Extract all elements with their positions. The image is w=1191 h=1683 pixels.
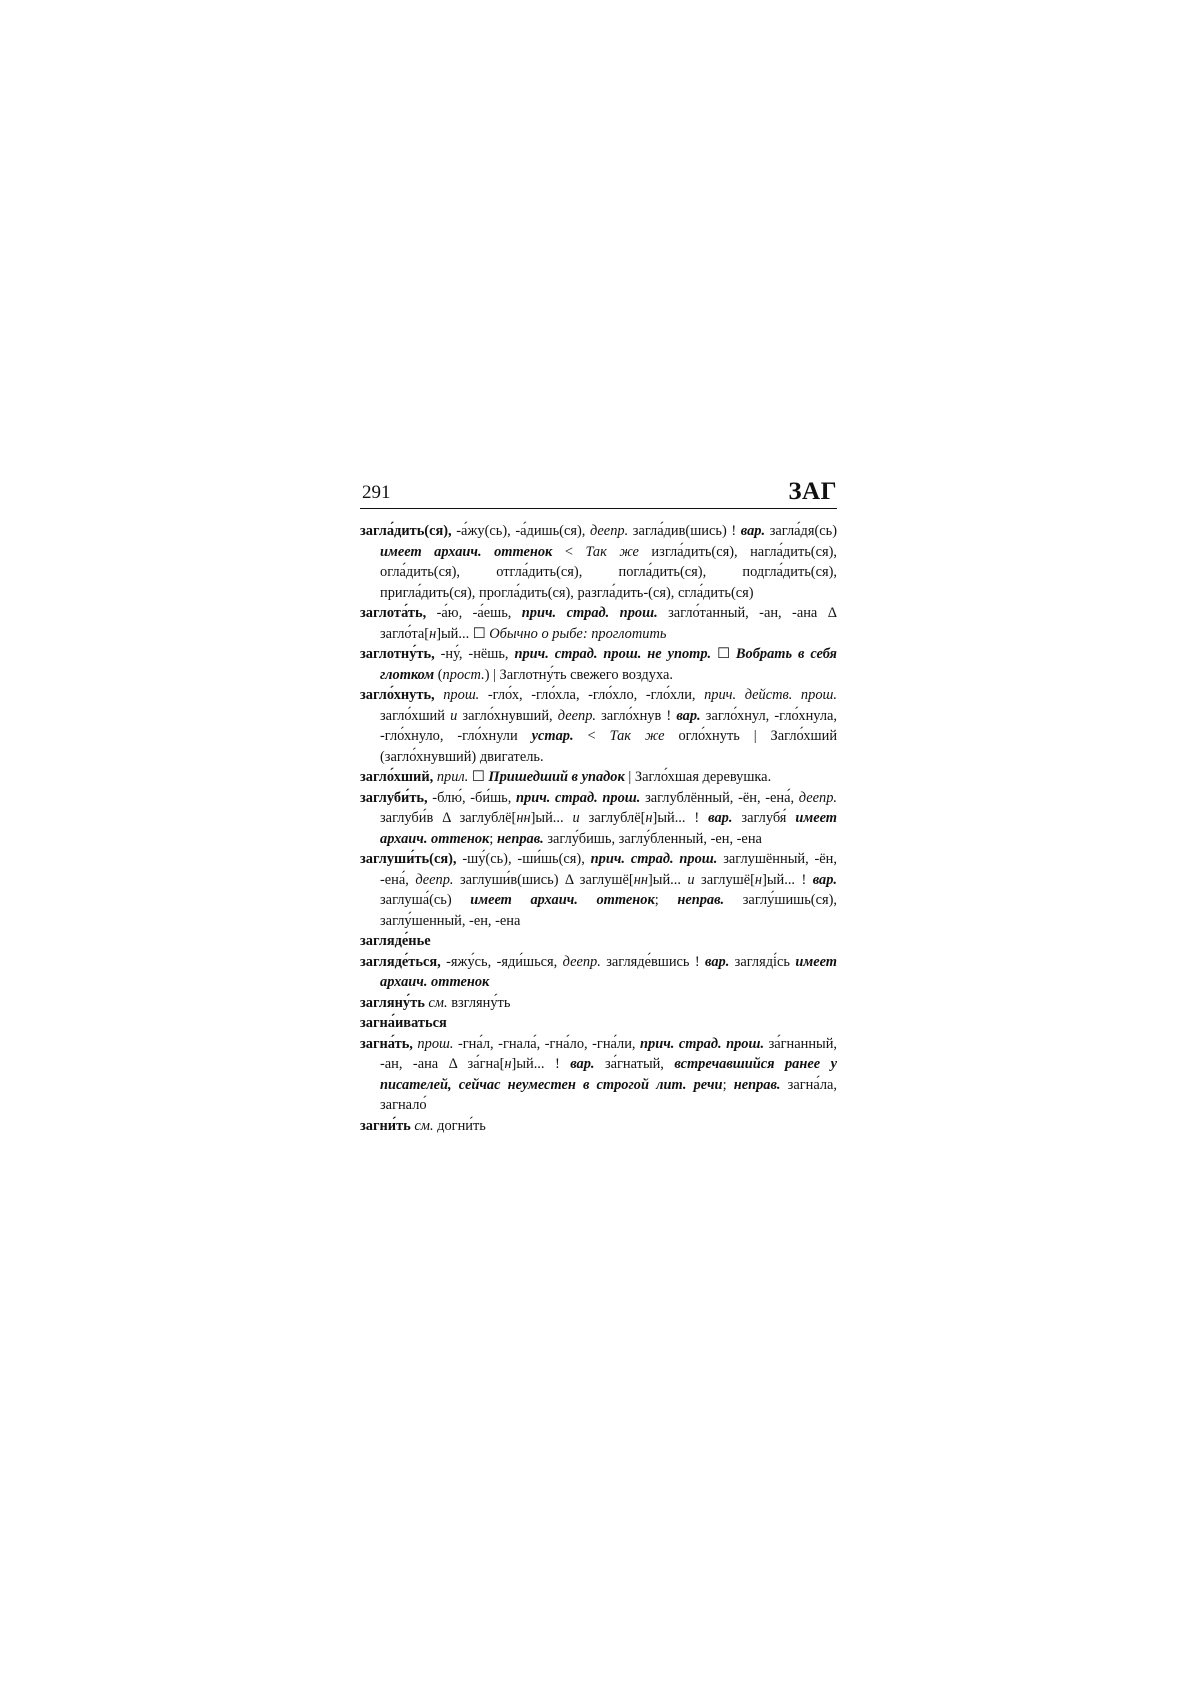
entry-text: -яжу́сь, -яди́шься,	[440, 953, 563, 970]
entry-text: ]ый...	[647, 871, 688, 888]
usage-note: встречавшийся ранее у писателей, сейчас неуместен в строгой лит. речи	[380, 1056, 837, 1093]
entry-text: ]ый...	[530, 810, 573, 826]
grammar-note: прост.	[442, 666, 485, 683]
grammar-note: Так же	[585, 543, 639, 560]
usage-note: Пришедший в упадок	[488, 769, 625, 785]
entry-text: (	[434, 666, 443, 683]
grammar-note: н	[429, 625, 437, 642]
usage-note: неправ.	[677, 892, 725, 908]
usage-note: вар.	[676, 707, 701, 724]
entry-text: загло́хший	[380, 707, 451, 724]
grammar-note: см.	[428, 994, 448, 1011]
entry-text: заглубя́	[732, 810, 796, 826]
usage-note: имеет архаич. оттенок	[470, 892, 655, 908]
entry-text: -а́жу(сь), -а́дишь(ся),	[451, 523, 590, 539]
usage-note: неправ.	[496, 830, 544, 847]
dictionary-entry	[360, 952, 837, 993]
grammar-note: деепр.	[589, 523, 629, 539]
usage-note: прич. страд. прош.	[590, 851, 718, 867]
headword: заглуби́ть,	[360, 789, 428, 806]
grammar-note: прич. действ. прош.	[704, 687, 837, 703]
headword: загна́ть,	[360, 1035, 413, 1052]
grammar-note: прош.	[417, 1035, 454, 1052]
entry-text: ;	[489, 830, 497, 847]
entry-text: догни́ть	[433, 1117, 486, 1134]
entry-text: заглу́бишь, заглу́бленный, -ен, -ена	[543, 830, 762, 847]
entry-text: -гло́х, -гло́хла, -гло́хло, -гло́хли,	[479, 687, 705, 703]
dictionary-entry	[360, 788, 837, 850]
headword: загляну́ть	[360, 994, 425, 1011]
grammar-note: см.	[414, 1117, 434, 1134]
entry-text: -ну́, -нёшь,	[434, 646, 515, 662]
usage-note: Вобрать в себя глотком	[380, 646, 837, 683]
entry-text: <	[552, 543, 586, 560]
entry-text: загляде́вшись !	[600, 953, 705, 970]
dictionary-entry	[360, 1034, 837, 1116]
usage-note: имеет архаич. оттенок	[380, 543, 553, 560]
usage-note: устар.	[531, 728, 574, 744]
grammar-note: Обычно о рыбе: проглотить	[489, 625, 667, 642]
usage-note: вар.	[570, 1056, 595, 1072]
headword: загна́иваться	[360, 1015, 447, 1031]
grammar-note: н	[754, 871, 763, 888]
headword: загло́хший,	[360, 769, 434, 785]
dictionary-entry	[360, 993, 837, 1014]
entry-text: ]ый... !	[511, 1056, 571, 1072]
entry-text: загла́див(шись) !	[628, 523, 741, 539]
usage-note: прич. страд. прош.	[640, 1035, 765, 1052]
grammar-note: нн	[633, 871, 648, 888]
dictionary-entry	[360, 521, 837, 603]
usage-note: прич. страд. прош. не употр.	[514, 646, 712, 662]
entry-text: -а́ю, -а́ешь,	[426, 605, 522, 621]
entry-text: ) | Заглотну́ть свежего воздуха.	[484, 666, 673, 683]
entry-text: заглуби́в Δ заглублё[	[380, 810, 517, 826]
entry-text: -блю́, -би́шь,	[427, 789, 516, 806]
headword: заглотну́ть,	[360, 646, 435, 662]
grammar-note: Так же	[609, 728, 665, 744]
usage-note: имеет архаич. оттенок	[380, 810, 837, 847]
dictionary-page	[360, 478, 837, 1136]
entry-text: заглуши́в(шись) Δ заглушё[	[453, 871, 634, 888]
entry-text: огло́хнуть | Загло́хший (загло́хнувший) двигатель.	[380, 728, 838, 765]
entry-text: -гна́л, -гнала́, -гна́ло, -гна́ли,	[453, 1035, 641, 1052]
usage-note: вар.	[740, 523, 766, 539]
dictionary-entry	[360, 603, 837, 644]
entry-text	[435, 687, 444, 703]
dictionary-entry	[360, 849, 837, 931]
entry-text: ]ый... ☐	[436, 625, 490, 642]
headword: заглуши́ть(ся),	[360, 851, 457, 867]
grammar-note: и	[572, 810, 580, 826]
entry-list	[360, 521, 837, 1136]
grammar-note: прош.	[443, 687, 480, 703]
entry-text: -шу́(сь), -ши́шь(ся),	[456, 851, 591, 867]
grammar-note: нн	[516, 810, 531, 826]
grammar-note: н	[645, 810, 653, 826]
entry-text: заглублённый, -ён, -ена́,	[640, 789, 799, 806]
usage-note: неправ.	[733, 1076, 781, 1093]
entry-text: ;	[654, 892, 678, 908]
grammar-note: прил.	[436, 769, 469, 785]
usage-note: прич. страд. прош.	[521, 605, 658, 621]
grammar-note: деепр.	[798, 789, 837, 806]
entry-text: за́гнатый,	[594, 1056, 675, 1072]
entry-text: взгляну́ть	[447, 994, 511, 1011]
entry-text: ]ый... !	[762, 871, 813, 888]
page-header	[360, 478, 837, 509]
dictionary-entry	[360, 931, 837, 952]
headword: загни́ть	[360, 1117, 411, 1134]
headword: загло́хнуть,	[360, 687, 435, 703]
grammar-note: н	[504, 1056, 512, 1072]
entry-text: заглублё[	[579, 810, 646, 826]
grammar-note: деепр.	[557, 707, 596, 724]
dictionary-entry	[360, 1013, 837, 1034]
dictionary-entry	[360, 1116, 837, 1137]
usage-note: вар.	[812, 871, 838, 888]
entry-text: за́гнанный, -ан, -ана Δ за́гна[	[380, 1035, 837, 1072]
entry-text: заглушё[	[694, 871, 755, 888]
entry-text: загло́хнул, -гло́хнула, -гло́хнуло, -гло́хнули	[380, 707, 837, 744]
entry-text: заглушённый, -ён, -ена́,	[380, 851, 837, 888]
usage-note: вар.	[705, 953, 730, 970]
headword: загляде́ться,	[360, 953, 441, 970]
entry-text: изгла́дить(ся), нагла́дить(ся), огла́дить(ся), отгла́дить(ся), погла́дить(ся), подгла́дить(ся), пригла́дить(ся), прогла́дить(ся), разгла́дить-(ся), сгла́дить(ся)	[380, 543, 837, 601]
entry-text: загна́ла, загнало́	[380, 1076, 837, 1113]
headword: загла́дить(ся),	[360, 523, 452, 539]
grammar-note: и	[450, 707, 458, 724]
entry-text: ☐	[711, 646, 736, 662]
page-number: 291	[362, 482, 391, 503]
entry-text: заглуша́(сь)	[380, 892, 471, 908]
entry-text: ;	[722, 1076, 734, 1093]
entry-text: загло́хнув !	[595, 707, 677, 724]
usage-note: имеет архаич. оттенок	[380, 953, 837, 990]
dictionary-entry	[360, 767, 837, 788]
entry-text: загла́дя(сь)	[765, 523, 837, 539]
dictionary-entry	[360, 685, 837, 767]
grammar-note: и	[687, 871, 695, 888]
usage-note: вар.	[708, 810, 733, 826]
grammar-note: деепр.	[562, 953, 601, 970]
grammar-note: деепр.	[415, 871, 454, 888]
entry-text: <	[573, 728, 610, 744]
entry-text: заглу́шишь(ся), заглу́шенный, -ен, -ена	[380, 892, 837, 929]
entry-text: ☐	[468, 769, 489, 785]
headword: загляде́нье	[360, 933, 431, 949]
headword: заглота́ть,	[360, 605, 427, 621]
entry-text: загло́танный, -ан, -ана Δ загло́та[	[380, 605, 837, 642]
dictionary-entry	[360, 644, 837, 685]
entry-text: загло́хнувший,	[457, 707, 558, 724]
entry-text: ]ый... !	[652, 810, 709, 826]
guide-word: ЗАГ	[788, 478, 837, 505]
entry-text: загляді́сь	[729, 953, 796, 970]
entry-text: | Загло́хшая деревушка.	[624, 769, 772, 785]
usage-note: прич. страд. прош.	[516, 789, 641, 806]
